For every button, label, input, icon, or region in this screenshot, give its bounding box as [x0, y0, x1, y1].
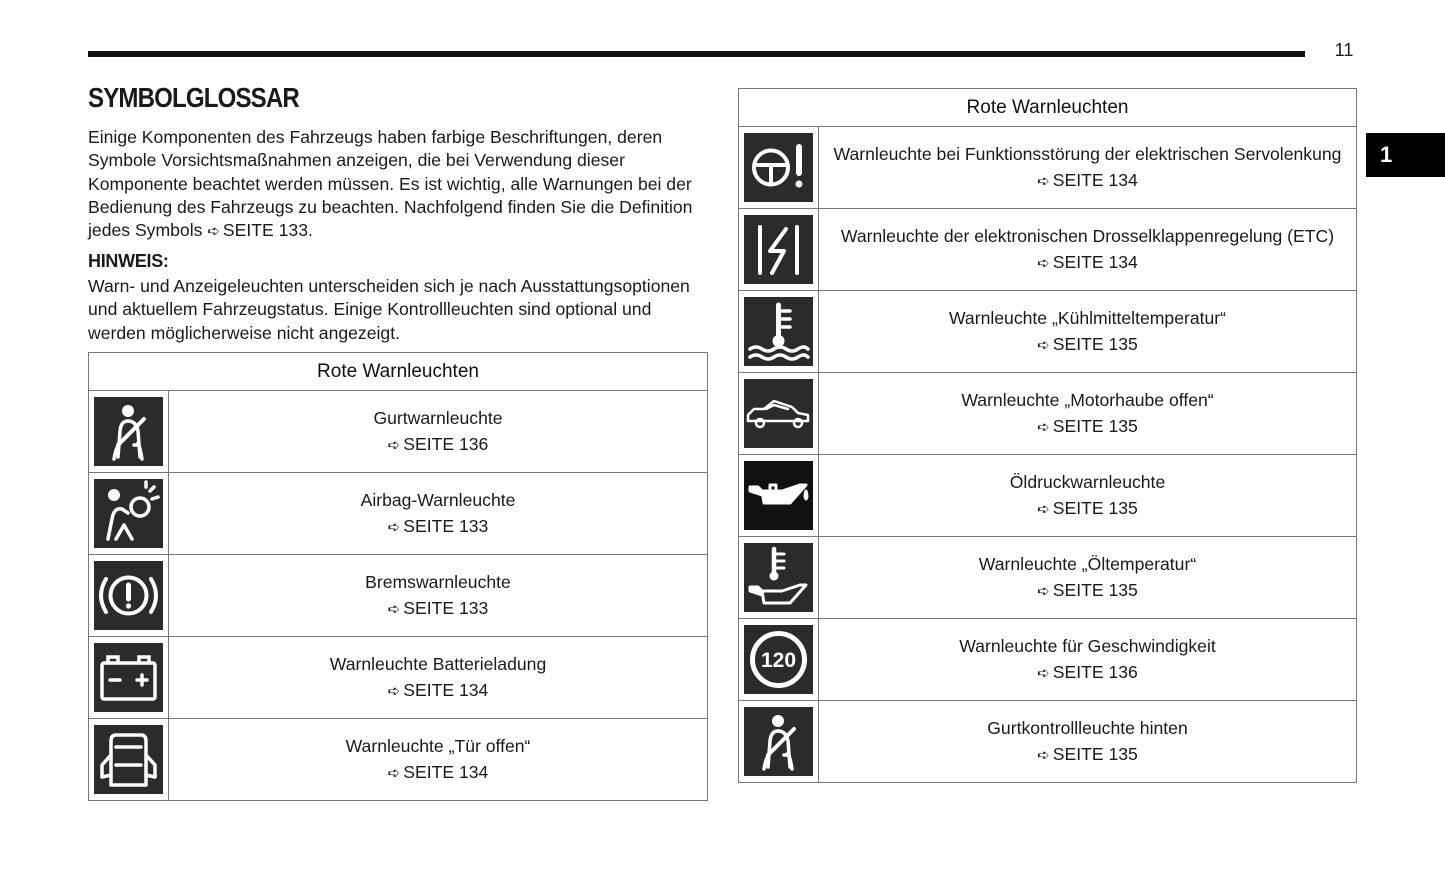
table-row: [89, 391, 708, 473]
page-ref-link[interactable]: SEITE 136: [1052, 661, 1138, 682]
ref-arrow-icon: ➪: [387, 764, 401, 782]
warning-label: Öldruckwarnleuchte: [1009, 471, 1166, 492]
intro-paragraph: [88, 126, 708, 243]
page-number: 11: [1334, 40, 1354, 60]
note-label: HINWEIS:: [88, 251, 169, 271]
oil-pressure-icon: [744, 461, 813, 530]
warning-label: Warnleuchte „Motorhaube offen“: [961, 389, 1214, 410]
table-header: Rote Warnleuchten: [739, 89, 1357, 127]
page-ref-link[interactable]: SEITE 134: [1052, 251, 1138, 272]
table-row: [739, 209, 1357, 291]
battery-icon: [94, 643, 163, 712]
table-row: [89, 473, 708, 555]
hood-open-icon: [744, 379, 813, 448]
table-row: [739, 455, 1357, 537]
oil-temperature-icon: [744, 543, 813, 612]
table-header: Rote Warnleuchten: [89, 353, 708, 391]
page-ref-link[interactable]: SEITE 134: [403, 679, 489, 700]
chapter-tab[interactable]: 1: [1366, 133, 1445, 177]
ref-arrow-icon: ➪: [207, 223, 220, 241]
door-open-icon: [94, 725, 163, 794]
table-row: [739, 537, 1357, 619]
warning-label: Warnleuchte Batterieladung: [329, 653, 547, 674]
ref-arrow-icon: ➪: [1037, 582, 1050, 600]
power-steering-icon: [744, 133, 813, 202]
table-row: [739, 291, 1357, 373]
page-ref-link[interactable]: SEITE 135: [1052, 415, 1138, 436]
ref-arrow-icon: ➪: [1037, 664, 1050, 682]
page-title: SYMBOLGLOSSAR: [88, 82, 299, 113]
page-ref-link[interactable]: SEITE 134: [1052, 169, 1138, 190]
speed-warning-icon: [744, 625, 813, 694]
page-ref-link[interactable]: SEITE 133: [403, 597, 489, 618]
airbag-icon: [94, 479, 163, 548]
table-row: [739, 701, 1357, 783]
ref-arrow-icon: ➪: [1037, 500, 1050, 518]
table-row: [89, 719, 708, 801]
table-row: [89, 555, 708, 637]
table-row: [739, 619, 1357, 701]
warning-label: Warnleuchte „Kühlmitteltemperatur“: [948, 307, 1227, 328]
table-row: [739, 127, 1357, 209]
table-row: [739, 373, 1357, 455]
warning-label: Warnleuchte „Öltemperatur“: [978, 553, 1197, 574]
page-ref-link[interactable]: SEITE 136: [403, 433, 489, 454]
warning-label: Warnleuchte „Tür offen“: [345, 735, 531, 756]
table-row: [89, 637, 708, 719]
throttle-control-icon: [744, 215, 813, 284]
warning-label: Warnleuchte der elektronischen Drosselklappenregelung (ETC): [840, 225, 1335, 246]
ref-arrow-icon: ➪: [1037, 336, 1050, 354]
left-warning-table: [88, 352, 708, 801]
warning-label: Gurtwarnleuchte: [373, 407, 503, 428]
seatbelt-icon: [94, 397, 163, 466]
page-ref-link[interactable]: SEITE 133: [403, 515, 489, 536]
intro-text: Einige Komponenten des Fahrzeugs haben farbige Beschriftungen, deren Symbole Vorsichtsmaßnahmen anzeigen, die bei Verwendung dieser Komponente beachtet werden müssen. Es ist wichtig, alle Warnungen bei der Bedienung des Fahrzeugs zu beachten. Nachfolgend finden Sie die Definition jedes Symbols: [88, 127, 693, 241]
warning-label: Airbag-Warnleuchte: [360, 489, 516, 510]
brake-warning-icon: [94, 561, 163, 630]
speed-value: 120: [760, 649, 797, 672]
ref-arrow-icon: ➪: [387, 518, 401, 536]
ref-arrow-icon: ➪: [1037, 746, 1050, 764]
page-ref-link[interactable]: SEITE 135: [1052, 579, 1138, 600]
rear-seatbelt-icon: [744, 707, 813, 776]
ref-arrow-icon: ➪: [387, 600, 401, 618]
page-ref-link[interactable]: SEITE 135: [1052, 743, 1138, 764]
page-ref-link[interactable]: SEITE 135: [1052, 333, 1138, 354]
right-warning-table: [738, 88, 1357, 783]
intro-page-ref[interactable]: SEITE 133.: [222, 220, 313, 241]
warning-label: Gurtkontrollleuchte hinten: [987, 717, 1188, 738]
ref-arrow-icon: ➪: [1037, 172, 1050, 190]
header-rule: [88, 51, 1305, 57]
warning-label: Bremswarnleuchte: [365, 571, 511, 592]
ref-arrow-icon: ➪: [1037, 418, 1050, 436]
warning-label: Warnleuchte bei Funktionsstörung der elektrischen Servolenkung: [833, 143, 1342, 164]
page-ref-link[interactable]: SEITE 134: [403, 761, 489, 782]
note-text: Warn- und Anzeigeleuchten unterscheiden sich je nach Ausstattungsoptionen und aktuellem Fahrzeugstatus. Einige Kontrollleuchten sind optional und werden möglicherweise nicht angezeigt.: [88, 276, 690, 343]
ref-arrow-icon: ➪: [387, 682, 401, 700]
ref-arrow-icon: ➪: [1037, 254, 1050, 272]
coolant-temperature-icon: [744, 297, 813, 366]
page-ref-link[interactable]: SEITE 135: [1052, 497, 1138, 518]
warning-label: Warnleuchte für Geschwindigkeit: [959, 635, 1216, 656]
ref-arrow-icon: ➪: [387, 436, 401, 454]
